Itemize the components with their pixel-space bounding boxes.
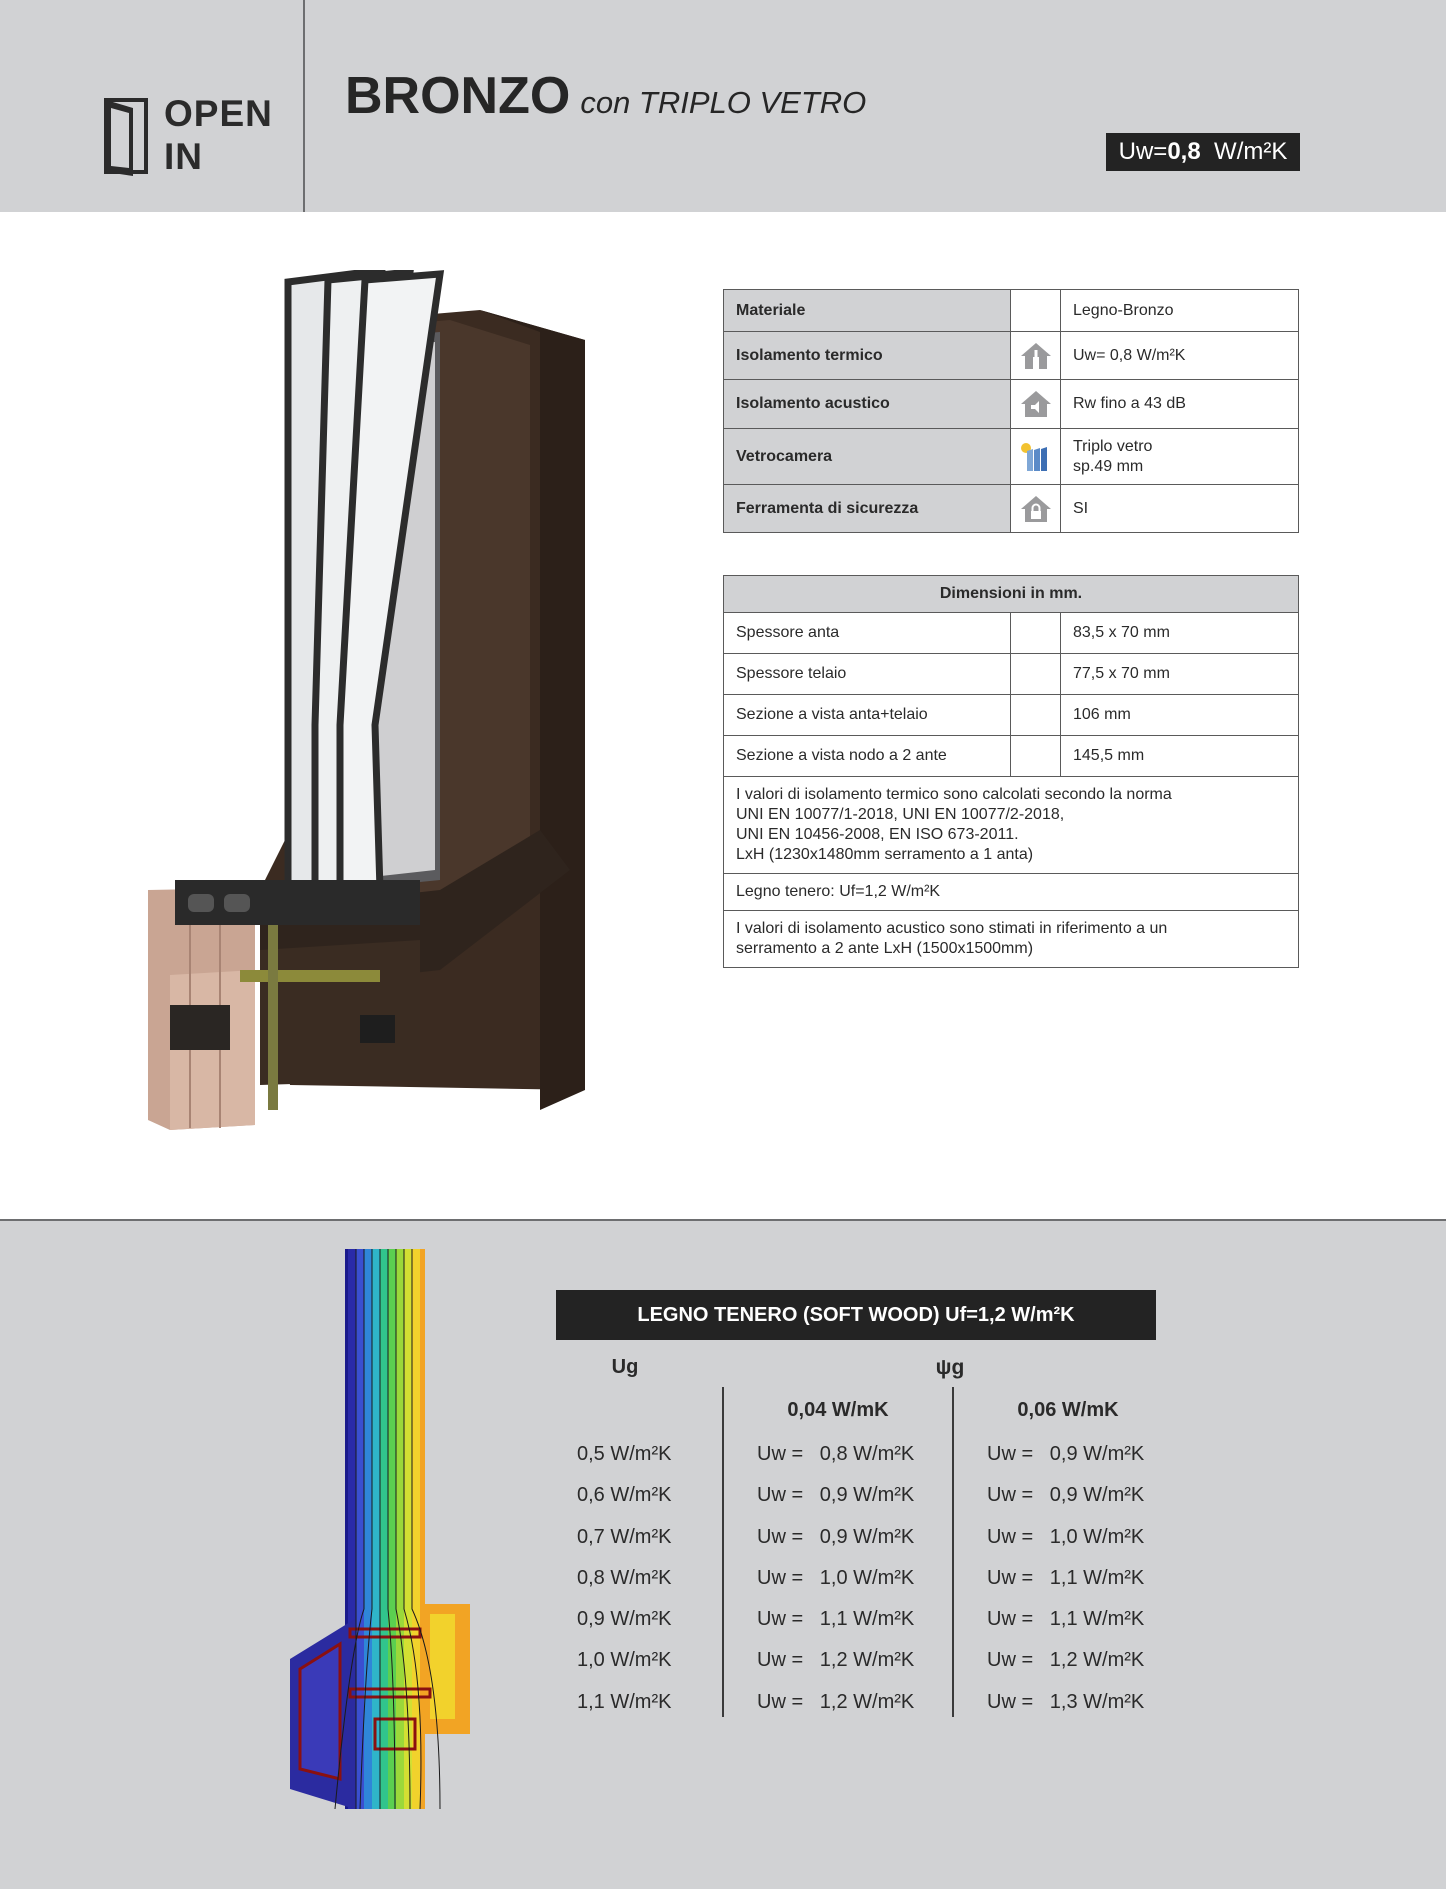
uw-badge: Uw=0,8 W/m²K [1106, 133, 1300, 171]
thermal-simulation-image [290, 1249, 475, 1809]
thermal-note-row: I valori di isolamento termico sono calcolati secondo la norma UNI EN 10077/1-2018, UNI EN 10077/2-2018, UNI EN 10456-2008, EN ISO 673-2011. LxH (1230x1480mm serramento a 1 anta) [724, 777, 1299, 874]
dimension-row: Sezione a vista anta+telaio 106 mm [724, 695, 1299, 736]
spec-row-vetrocamera: Vetrocamera Triplo vetro sp.49 mm [724, 429, 1299, 485]
triple-glass-icon [1019, 441, 1053, 473]
header-divider [303, 0, 305, 212]
door-open-icon [103, 96, 149, 176]
window-profile-image [140, 270, 650, 1140]
spec-row-ferramenta: Ferramenta di sicurezza SI [724, 485, 1299, 533]
psi-column-1-header: 0,04 W/mK [787, 1399, 889, 1421]
psi-header: ψg [935, 1356, 965, 1379]
house-thermal-icon [1019, 341, 1053, 371]
dimensions-header-row: Dimensioni in mm. [724, 576, 1299, 613]
dimensions-table [723, 575, 1299, 968]
house-acoustic-icon [1019, 389, 1053, 419]
uw-table-row: 1,0 W/m²K Uw = 1,2 W/m²K Uw = 1,2 W/m²K [577, 1649, 1145, 1672]
spec-row-isolamento-acustico: Isolamento acustico Rw fino a 43 dB [724, 380, 1299, 429]
uw-table-row: 0,8 W/m²K Uw = 1,0 W/m²K Uw = 1,1 W/m²K [577, 1566, 1145, 1589]
uw-table-row: 0,5 W/m²K Uw = 0,8 W/m²K Uw = 0,9 W/m²K [577, 1443, 1145, 1465]
uw-table-row: 0,7 W/m²K Uw = 0,9 W/m²K Uw = 1,0 W/m²K [577, 1525, 1145, 1548]
acoustic-note-row: I valori di isolamento acustico sono stimati in riferimento a un serramento a 2 ante LxH (1500x1500mm) [724, 911, 1299, 968]
dimension-row: Spessore telaio 77,5 x 70 mm [724, 654, 1299, 695]
spec-row-materiale: Materiale Legno-Bronzo [724, 290, 1299, 332]
ug-header: Ug [611, 1356, 639, 1378]
uw-table-row: 1,1 W/m²K Uw = 1,2 W/m²K Uw = 1,3 W/m²K [577, 1690, 1145, 1713]
spec-row-isolamento-termico: Isolamento termico Uw= 0,8 W/m²K [724, 332, 1299, 380]
header [0, 0, 1446, 212]
uw-table-row: 0,6 W/m²K Uw = 0,9 W/m²K Uw = 0,9 W/m²K [577, 1484, 1145, 1507]
dimension-row: Spessore anta 83,5 x 70 mm [724, 613, 1299, 654]
uw-table [560, 1437, 1190, 1726]
soft-wood-banner: LEGNO TENERO (SOFT WOOD) Uf=1,2 W/m²K [556, 1290, 1156, 1340]
psi-column-2-header: 0,06 W/mK [1017, 1399, 1119, 1421]
house-lock-icon [1019, 494, 1053, 524]
uw-table-row: 0,9 W/m²K Uw = 1,1 W/m²K Uw = 1,1 W/m²K [577, 1608, 1145, 1631]
dimension-row: Sezione a vista nodo a 2 ante 145,5 mm [724, 736, 1299, 777]
spec-table [723, 289, 1299, 533]
page-title: BRONZO con TRIPLO VETRO [345, 67, 867, 125]
logo-text: OPEN IN [164, 93, 273, 177]
soft-wood-note-row: Legno tenero: Uf=1,2 W/m²K [724, 874, 1299, 911]
